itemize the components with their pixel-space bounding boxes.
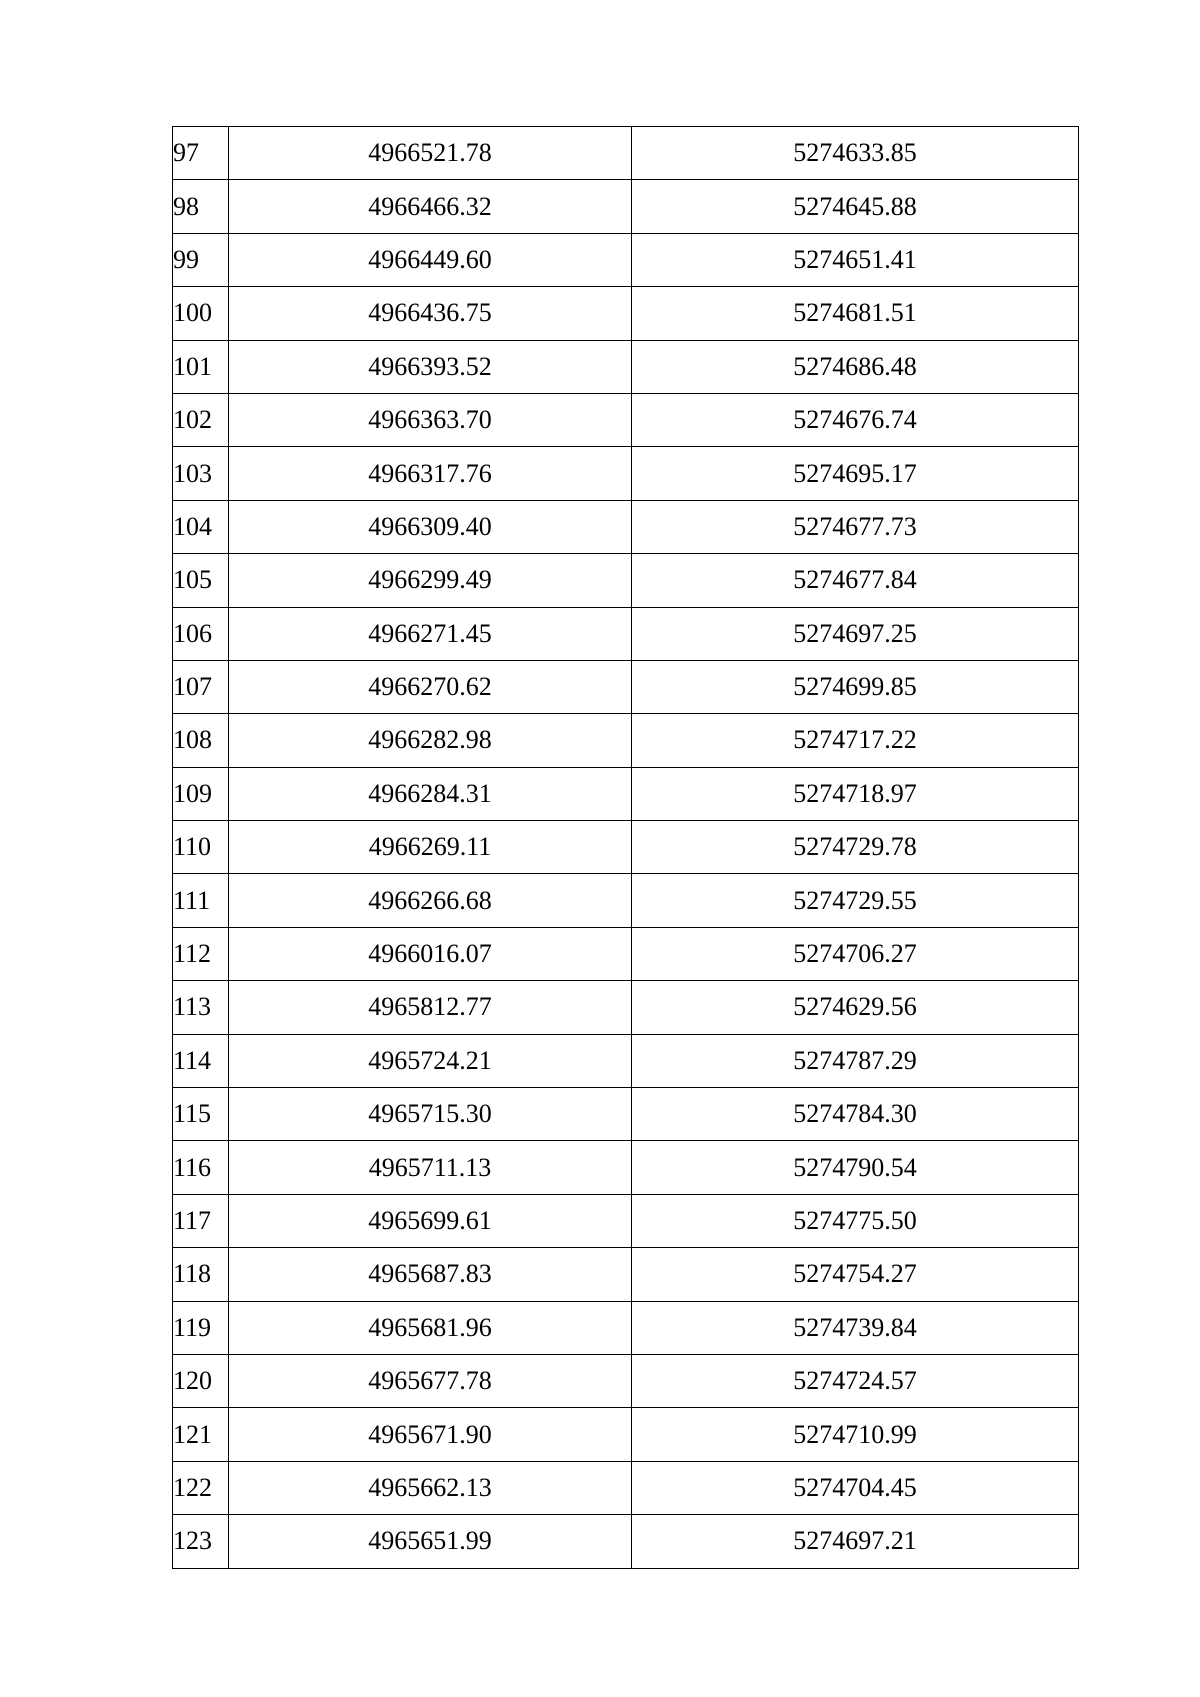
x-coordinate-cell: 4965651.99 xyxy=(229,1515,632,1568)
table-row xyxy=(173,447,1079,500)
y-coordinate-cell: 5274677.73 xyxy=(632,500,1079,553)
point-number-cell: 112 xyxy=(173,927,229,980)
point-number-cell: 116 xyxy=(173,1141,229,1194)
y-coordinate-cell: 5274686.48 xyxy=(632,340,1079,393)
y-coordinate-cell: 5274681.51 xyxy=(632,287,1079,340)
point-number-cell: 118 xyxy=(173,1248,229,1301)
x-coordinate-cell: 4966270.62 xyxy=(229,660,632,713)
x-coordinate-cell: 4966282.98 xyxy=(229,714,632,767)
table-row xyxy=(173,1301,1079,1354)
point-number-cell: 120 xyxy=(173,1354,229,1407)
table-row xyxy=(173,1141,1079,1194)
point-number-cell: 102 xyxy=(173,393,229,446)
x-coordinate-cell: 4966363.70 xyxy=(229,393,632,446)
point-number-cell: 105 xyxy=(173,554,229,607)
point-number-cell: 114 xyxy=(173,1034,229,1087)
y-coordinate-cell: 5274718.97 xyxy=(632,767,1079,820)
x-coordinate-cell: 4966309.40 xyxy=(229,500,632,553)
y-coordinate-cell: 5274629.56 xyxy=(632,981,1079,1034)
y-coordinate-cell: 5274706.27 xyxy=(632,927,1079,980)
y-coordinate-cell: 5274724.57 xyxy=(632,1354,1079,1407)
y-coordinate-cell: 5274651.41 xyxy=(632,233,1079,286)
table-row xyxy=(173,714,1079,767)
x-coordinate-cell: 4966521.78 xyxy=(229,127,632,180)
y-coordinate-cell: 5274676.74 xyxy=(632,393,1079,446)
point-number-cell: 97 xyxy=(173,127,229,180)
x-coordinate-cell: 4965699.61 xyxy=(229,1194,632,1247)
table-row xyxy=(173,233,1079,286)
point-number-cell: 122 xyxy=(173,1461,229,1514)
point-number-cell: 113 xyxy=(173,981,229,1034)
table-row xyxy=(173,1515,1079,1568)
x-coordinate-cell: 4965724.21 xyxy=(229,1034,632,1087)
x-coordinate-cell: 4966393.52 xyxy=(229,340,632,393)
x-coordinate-cell: 4966449.60 xyxy=(229,233,632,286)
y-coordinate-cell: 5274784.30 xyxy=(632,1088,1079,1141)
point-number-cell: 100 xyxy=(173,287,229,340)
point-number-cell: 121 xyxy=(173,1408,229,1461)
x-coordinate-cell: 4965671.90 xyxy=(229,1408,632,1461)
x-coordinate-cell: 4965662.13 xyxy=(229,1461,632,1514)
table-row xyxy=(173,1034,1079,1087)
coordinates-table xyxy=(172,126,1079,1569)
x-coordinate-cell: 4965687.83 xyxy=(229,1248,632,1301)
x-coordinate-cell: 4966466.32 xyxy=(229,180,632,233)
table-row xyxy=(173,554,1079,607)
x-coordinate-cell: 4965715.30 xyxy=(229,1088,632,1141)
table-row xyxy=(173,1088,1079,1141)
y-coordinate-cell: 5274775.50 xyxy=(632,1194,1079,1247)
point-number-cell: 106 xyxy=(173,607,229,660)
table-row xyxy=(173,180,1079,233)
table-body xyxy=(173,127,1079,1569)
table-row xyxy=(173,607,1079,660)
y-coordinate-cell: 5274699.85 xyxy=(632,660,1079,713)
table-row xyxy=(173,1354,1079,1407)
y-coordinate-cell: 5274695.17 xyxy=(632,447,1079,500)
x-coordinate-cell: 4965681.96 xyxy=(229,1301,632,1354)
table-row xyxy=(173,500,1079,553)
table-row xyxy=(173,287,1079,340)
point-number-cell: 111 xyxy=(173,874,229,927)
y-coordinate-cell: 5274704.45 xyxy=(632,1461,1079,1514)
y-coordinate-cell: 5274754.27 xyxy=(632,1248,1079,1301)
y-coordinate-cell: 5274729.78 xyxy=(632,821,1079,874)
y-coordinate-cell: 5274787.29 xyxy=(632,1034,1079,1087)
x-coordinate-cell: 4965812.77 xyxy=(229,981,632,1034)
point-number-cell: 104 xyxy=(173,500,229,553)
x-coordinate-cell: 4965677.78 xyxy=(229,1354,632,1407)
table-row xyxy=(173,393,1079,446)
y-coordinate-cell: 5274697.25 xyxy=(632,607,1079,660)
table-row xyxy=(173,1408,1079,1461)
table-row xyxy=(173,1461,1079,1514)
table-row xyxy=(173,1248,1079,1301)
table-row xyxy=(173,340,1079,393)
table-row xyxy=(173,981,1079,1034)
point-number-cell: 123 xyxy=(173,1515,229,1568)
x-coordinate-cell: 4966271.45 xyxy=(229,607,632,660)
point-number-cell: 103 xyxy=(173,447,229,500)
point-number-cell: 107 xyxy=(173,660,229,713)
table-row xyxy=(173,767,1079,820)
y-coordinate-cell: 5274677.84 xyxy=(632,554,1079,607)
x-coordinate-cell: 4965711.13 xyxy=(229,1141,632,1194)
x-coordinate-cell: 4966266.68 xyxy=(229,874,632,927)
x-coordinate-cell: 4966317.76 xyxy=(229,447,632,500)
x-coordinate-cell: 4966299.49 xyxy=(229,554,632,607)
table-row xyxy=(173,127,1079,180)
table-row xyxy=(173,874,1079,927)
point-number-cell: 101 xyxy=(173,340,229,393)
y-coordinate-cell: 5274739.84 xyxy=(632,1301,1079,1354)
y-coordinate-cell: 5274697.21 xyxy=(632,1515,1079,1568)
y-coordinate-cell: 5274717.22 xyxy=(632,714,1079,767)
table-row xyxy=(173,1194,1079,1247)
y-coordinate-cell: 5274633.85 xyxy=(632,127,1079,180)
y-coordinate-cell: 5274729.55 xyxy=(632,874,1079,927)
table-row xyxy=(173,660,1079,713)
point-number-cell: 108 xyxy=(173,714,229,767)
x-coordinate-cell: 4966016.07 xyxy=(229,927,632,980)
table-row xyxy=(173,821,1079,874)
point-number-cell: 117 xyxy=(173,1194,229,1247)
y-coordinate-cell: 5274710.99 xyxy=(632,1408,1079,1461)
point-number-cell: 98 xyxy=(173,180,229,233)
y-coordinate-cell: 5274790.54 xyxy=(632,1141,1079,1194)
x-coordinate-cell: 4966284.31 xyxy=(229,767,632,820)
point-number-cell: 115 xyxy=(173,1088,229,1141)
point-number-cell: 119 xyxy=(173,1301,229,1354)
point-number-cell: 109 xyxy=(173,767,229,820)
point-number-cell: 110 xyxy=(173,821,229,874)
table-row xyxy=(173,927,1079,980)
x-coordinate-cell: 4966436.75 xyxy=(229,287,632,340)
point-number-cell: 99 xyxy=(173,233,229,286)
y-coordinate-cell: 5274645.88 xyxy=(632,180,1079,233)
x-coordinate-cell: 4966269.11 xyxy=(229,821,632,874)
